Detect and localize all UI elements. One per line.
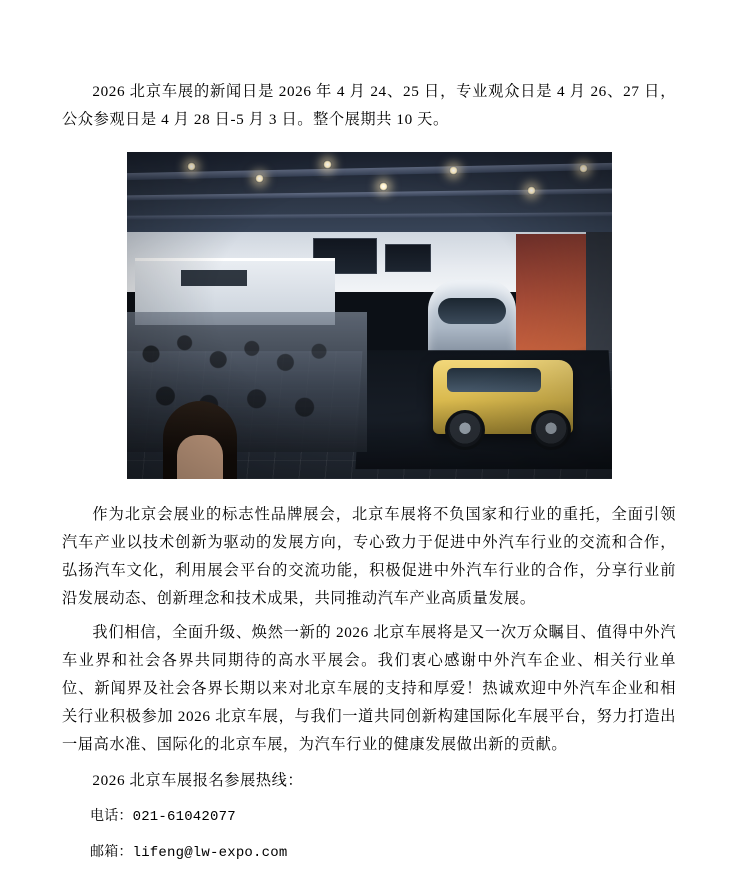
figure-auto-show-hall	[62, 152, 676, 479]
paragraph-closing: 我们相信，全面升级、焕然一新的 2026 北京车展将是又一次万众瞩目、值得中外汽车业界和社会各界共同期待的高水平展会。我们衷心感谢中外汽车企业、相关行业单位、新闻界及社会各界长期以来对北京车展的支持和厚爱！热诚欢迎中外汽车企业和相关行业积极参加 2026 北京车展，与我们一道共同创新构建国际化车展平台，努力打造出一届高水准、国际化的北京车展，为汽车行业的健康发展做出新的贡献。	[62, 624, 676, 753]
paragraph-brand-exhibition: 作为北京会展业的标志性品牌展会，北京车展将不负国家和行业的重托，全面引领汽车产业以技术创新为驱动的发展方向，专心致力于促进中外汽车行业的交流和合作，弘扬汽车文化，利用展会平台的交流功能，积极促进中外汽车行业的合作，分享行业前沿发展动态、创新理念和技术成果，共同推动汽车产业高质量发展。	[62, 506, 676, 607]
photo-auto-show-hall	[127, 152, 612, 479]
paragraph-dates: 2026 北京车展的新闻日是 2026 年 4 月 24、25 日，专业观众日是 4 月 26、27 日，公众参观日是 4 月 28 日-5 月 3 日。整个展期共 10 天。	[62, 83, 676, 128]
contact-email: 邮箱：lifeng@lw-expo.com	[90, 845, 288, 861]
contact-heading: 2026 北京车展报名参展热线：	[92, 772, 304, 789]
contact-phone: 电话：021-61042077	[90, 809, 236, 825]
photo-vignette	[127, 152, 612, 479]
